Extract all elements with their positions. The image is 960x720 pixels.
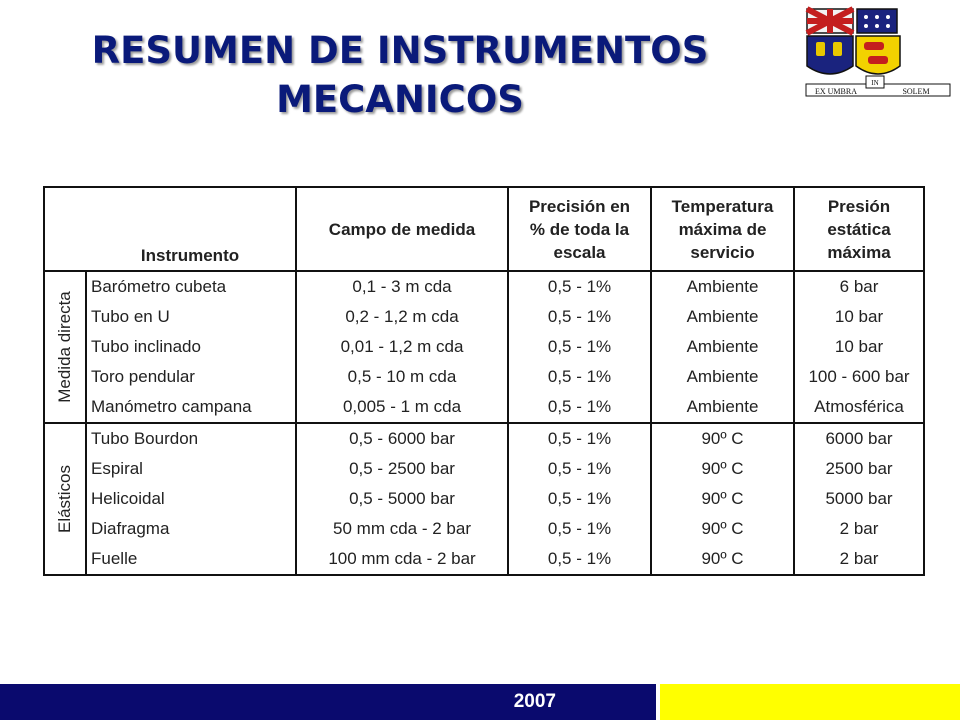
cell-name: Diafragma [86,514,296,544]
title-line-1: RESUMEN DE INSTRUMENTOS [91,29,709,72]
group-label-cell-elastic [44,423,86,575]
cell-precision: 0,5 - 1% [508,332,651,362]
cell-temp: Ambiente [651,332,794,362]
header-temperature-line: Temperatura [671,196,774,216]
footer-bar [0,684,656,720]
table-row [44,392,924,423]
cell-precision: 0,5 - 1% [508,362,651,392]
table-row [44,332,924,362]
header-temperature [651,187,794,271]
header-temperature-line: máxima de [678,219,767,239]
cell-pressure: 2500 bar [794,454,924,484]
cell-pressure: 6000 bar [794,423,924,454]
cell-precision: 0,5 - 1% [508,423,651,454]
cell-temp: 90º C [651,544,794,575]
header-range: Campo de medida [296,187,508,271]
cell-range: 0,5 - 10 m cda [296,362,508,392]
title-line-2: MECANICOS [276,78,524,121]
cell-precision: 0,5 - 1% [508,302,651,332]
cell-name: Manómetro campana [86,392,296,423]
cell-temp: 90º C [651,484,794,514]
instruments-table-container [43,186,923,576]
page-title [40,26,760,124]
cell-name: Barómetro cubeta [86,271,296,302]
instruments-table [43,186,925,576]
cell-temp: Ambiente [651,392,794,423]
cell-pressure: 10 bar [794,302,924,332]
header-temperature-line: servicio [690,242,755,262]
group-label-cell-direct [44,271,86,423]
logo-motto-right: SOLEM [902,87,930,96]
cell-pressure: 100 - 600 bar [794,362,924,392]
table-row [44,423,924,454]
university-crest-logo [804,6,954,98]
cell-precision: 0,5 - 1% [508,484,651,514]
cell-name: Helicoidal [86,484,296,514]
cell-range: 0,1 - 3 m cda [296,271,508,302]
cell-range: 0,5 - 5000 bar [296,484,508,514]
cell-range: 0,5 - 6000 bar [296,423,508,454]
table-row [44,514,924,544]
table-body [44,271,924,575]
cell-precision: 0,5 - 1% [508,392,651,423]
cell-temp: Ambiente [651,271,794,302]
header-precision [508,187,651,271]
footer-accent-bar [660,684,960,720]
cell-pressure: 2 bar [794,514,924,544]
cell-temp: 90º C [651,514,794,544]
header-pressure-line: Presión [827,196,891,216]
cell-precision: 0,5 - 1% [508,514,651,544]
cell-temp: 90º C [651,423,794,454]
cell-temp: 90º C [651,454,794,484]
header-precision-line: escala [553,242,606,262]
cell-range: 50 mm cda - 2 bar [296,514,508,544]
group-label: Medida directa [55,291,74,403]
cell-temp: Ambiente [651,302,794,332]
cell-precision: 0,5 - 1% [508,271,651,302]
cell-precision: 0,5 - 1% [508,454,651,484]
cell-range: 0,01 - 1,2 m cda [296,332,508,362]
table-row [44,484,924,514]
header-pressure-line: estática [827,219,891,239]
cell-range: 0,2 - 1,2 m cda [296,302,508,332]
cell-name: Tubo Bourdon [86,423,296,454]
cell-temp: Ambiente [651,362,794,392]
logo-motto-in: IN [871,79,879,87]
footer-year: 2007 [513,691,556,712]
header-pressure-line: máxima [827,242,891,262]
cell-name: Fuelle [86,544,296,575]
header-instrument: Instrumento [44,187,296,271]
cell-pressure: 2 bar [794,544,924,575]
header-precision-line: Precisión en [528,196,631,216]
header-precision-line: % de toda la [529,219,630,239]
cell-precision: 0,5 - 1% [508,544,651,575]
table-row [44,302,924,332]
cell-name: Tubo en U [86,302,296,332]
cell-range: 0,005 - 1 m cda [296,392,508,423]
cell-pressure: 5000 bar [794,484,924,514]
cell-pressure: 6 bar [794,271,924,302]
group-label: Elásticos [55,464,74,534]
table-row [44,544,924,575]
cell-name: Espiral [86,454,296,484]
logo-motto-left: EX UMBRA [814,87,858,96]
cell-pressure: 10 bar [794,332,924,362]
table-row [44,362,924,392]
cell-name: Toro pendular [86,362,296,392]
cell-pressure: Atmosférica [794,392,924,423]
table-row [44,454,924,484]
cell-name: Tubo inclinado [86,332,296,362]
table-row [44,271,924,302]
cell-range: 100 mm cda - 2 bar [296,544,508,575]
cell-range: 0,5 - 2500 bar [296,454,508,484]
header-pressure [794,187,924,271]
